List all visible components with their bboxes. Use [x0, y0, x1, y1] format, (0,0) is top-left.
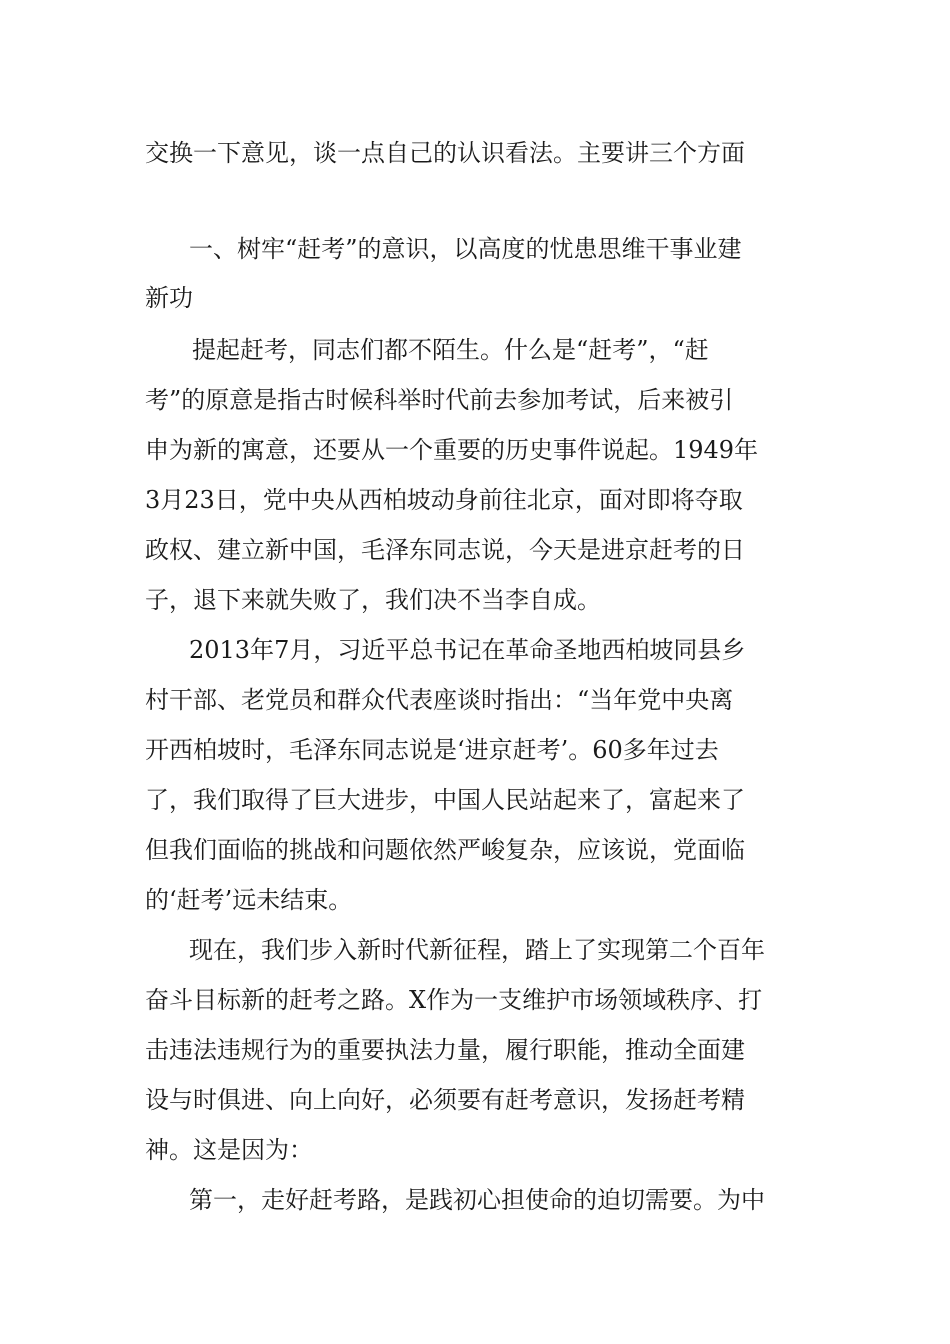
text-line: 设与时俱进、向上向好，必须要有赶考意识，发扬赶考精: [145, 1086, 745, 1114]
text-line: 但我们面临的挑战和问题依然严峻复杂，应该说，党面临: [145, 836, 745, 864]
text-line: 子，退下来就失败了，我们决不当李自成。: [145, 586, 601, 614]
section-heading-line: 一、树牢“赶考”的意识，以高度的忧患思维干事业建: [189, 235, 742, 263]
text-line: 3月23日，党中央从西柏坡动身前往北京，面对即将夺取: [145, 486, 743, 514]
text-line: 村干部、老党员和群众代表座谈时指出：“当年党中央离: [145, 686, 734, 714]
text-line: 的‘赶考’远未结束。: [145, 886, 353, 914]
section-heading-line: 新功: [145, 284, 193, 312]
text-line: 2013年7月，习近平总书记在革命圣地西柏坡同县乡: [189, 636, 746, 664]
text-line: 考”的原意是指古时候科举时代前去参加考试，后来被引: [145, 386, 734, 414]
text-line: 开西柏坡时，毛泽东同志说是‘进京赶考’。60多年过去: [145, 736, 719, 764]
text-line: 政权、建立新中国，毛泽东同志说，今天是进京赶考的日: [145, 536, 745, 564]
text-line: 交换一下意见，谈一点自己的认识看法。主要讲三个方面: [145, 139, 745, 167]
text-line: 第一，走好赶考路，是践初心担使命的迫切需要。为中: [189, 1186, 765, 1214]
text-line: 提起赶考，同志们都不陌生。什么是“赶考”，“赶: [192, 336, 709, 364]
text-line: 神。这是因为：: [145, 1136, 313, 1164]
text-line: 了，我们取得了巨大进步，中国人民站起来了，富起来了: [145, 786, 745, 814]
text-line: 申为新的寓意，还要从一个重要的历史事件说起。1949年: [145, 436, 759, 464]
text-line: 现在，我们步入新时代新征程，踏上了实现第二个百年: [189, 936, 765, 964]
text-line: 击违法违规行为的重要执法力量，履行职能，推动全面建: [145, 1036, 745, 1064]
text-line: 奋斗目标新的赶考之路。X作为一支维护市场领域秩序、打: [145, 986, 763, 1014]
